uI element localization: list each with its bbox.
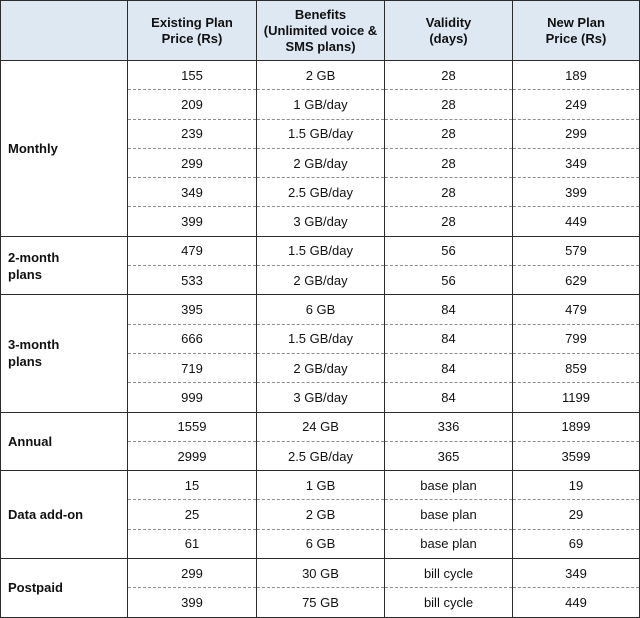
new-price-cell: 479 — [513, 295, 640, 324]
plan-category-label: 2-month plans — [1, 236, 128, 295]
existing-price-cell: 239 — [128, 119, 257, 148]
new-price-cell: 399 — [513, 178, 640, 207]
benefits-cell: 1.5 GB/day — [257, 324, 385, 353]
existing-price-cell: 25 — [128, 500, 257, 529]
benefits-cell: 2 GB — [257, 500, 385, 529]
existing-price-cell: 399 — [128, 588, 257, 617]
new-price-cell: 69 — [513, 529, 640, 558]
benefits-cell: 6 GB — [257, 529, 385, 558]
benefits-cell: 2.5 GB/day — [257, 178, 385, 207]
existing-price-cell: 719 — [128, 353, 257, 382]
new-price-cell: 3599 — [513, 441, 640, 470]
existing-price-cell: 299 — [128, 559, 257, 588]
benefits-cell: 3 GB/day — [257, 207, 385, 236]
new-price-cell: 249 — [513, 90, 640, 119]
plan-category-label: Monthly — [1, 61, 128, 237]
existing-price-cell: 999 — [128, 383, 257, 412]
new-price-cell: 629 — [513, 266, 640, 295]
new-price-cell: 859 — [513, 353, 640, 382]
plan-category-label: Annual — [1, 412, 128, 471]
validity-cell: 28 — [385, 119, 513, 148]
existing-price-cell: 479 — [128, 236, 257, 265]
existing-price-cell: 399 — [128, 207, 257, 236]
header-benefits: Benefits (Unlimited voice & SMS plans) — [257, 1, 385, 61]
plan-category-label: Postpaid — [1, 559, 128, 618]
new-price-cell: 449 — [513, 588, 640, 617]
benefits-cell: 24 GB — [257, 412, 385, 441]
benefits-cell: 1.5 GB/day — [257, 119, 385, 148]
existing-price-cell: 61 — [128, 529, 257, 558]
benefits-cell: 2 GB/day — [257, 353, 385, 382]
benefits-cell: 1 GB/day — [257, 90, 385, 119]
new-price-cell: 299 — [513, 119, 640, 148]
table-row — [1, 412, 640, 441]
table-row — [1, 559, 640, 588]
new-price-cell: 1199 — [513, 383, 640, 412]
validity-cell: 28 — [385, 61, 513, 90]
validity-cell: 84 — [385, 353, 513, 382]
existing-price-cell: 155 — [128, 61, 257, 90]
table-row — [1, 471, 640, 500]
new-price-cell: 579 — [513, 236, 640, 265]
validity-cell: 84 — [385, 383, 513, 412]
validity-cell: base plan — [385, 471, 513, 500]
new-price-cell: 29 — [513, 500, 640, 529]
validity-cell: base plan — [385, 500, 513, 529]
existing-price-cell: 299 — [128, 148, 257, 177]
validity-cell: 336 — [385, 412, 513, 441]
benefits-cell: 2 GB — [257, 61, 385, 90]
validity-cell: 56 — [385, 266, 513, 295]
validity-cell: 56 — [385, 236, 513, 265]
header-validity: Validity (days) — [385, 1, 513, 61]
validity-cell: 28 — [385, 178, 513, 207]
benefits-cell: 2 GB/day — [257, 266, 385, 295]
existing-price-cell: 533 — [128, 266, 257, 295]
existing-price-cell: 209 — [128, 90, 257, 119]
new-price-cell: 1899 — [513, 412, 640, 441]
existing-price-cell: 15 — [128, 471, 257, 500]
benefits-cell: 6 GB — [257, 295, 385, 324]
validity-cell: 84 — [385, 324, 513, 353]
validity-cell: bill cycle — [385, 559, 513, 588]
new-price-cell: 349 — [513, 148, 640, 177]
new-price-cell: 189 — [513, 61, 640, 90]
benefits-cell: 3 GB/day — [257, 383, 385, 412]
validity-cell: 365 — [385, 441, 513, 470]
existing-price-cell: 349 — [128, 178, 257, 207]
new-price-cell: 449 — [513, 207, 640, 236]
plan-category-label: Data add-on — [1, 471, 128, 559]
validity-cell: 28 — [385, 148, 513, 177]
new-price-cell: 799 — [513, 324, 640, 353]
table-row — [1, 295, 640, 324]
benefits-cell: 1 GB — [257, 471, 385, 500]
validity-cell: bill cycle — [385, 588, 513, 617]
table-row — [1, 236, 640, 265]
validity-cell: 84 — [385, 295, 513, 324]
plan-category-label: 3-month plans — [1, 295, 128, 412]
benefits-cell: 30 GB — [257, 559, 385, 588]
header-new-price: New Plan Price (Rs) — [513, 1, 640, 61]
existing-price-cell: 1559 — [128, 412, 257, 441]
benefits-cell: 2 GB/day — [257, 148, 385, 177]
existing-price-cell: 666 — [128, 324, 257, 353]
existing-price-cell: 2999 — [128, 441, 257, 470]
table-body — [1, 61, 640, 618]
benefits-cell: 1.5 GB/day — [257, 236, 385, 265]
header-plan-category — [1, 1, 128, 61]
new-price-cell: 19 — [513, 471, 640, 500]
table-row — [1, 61, 640, 90]
benefits-cell: 2.5 GB/day — [257, 441, 385, 470]
validity-cell: 28 — [385, 90, 513, 119]
header-row — [1, 1, 640, 61]
new-price-cell: 349 — [513, 559, 640, 588]
validity-cell: base plan — [385, 529, 513, 558]
validity-cell: 28 — [385, 207, 513, 236]
existing-price-cell: 395 — [128, 295, 257, 324]
header-existing-price: Existing Plan Price (Rs) — [128, 1, 257, 61]
benefits-cell: 75 GB — [257, 588, 385, 617]
